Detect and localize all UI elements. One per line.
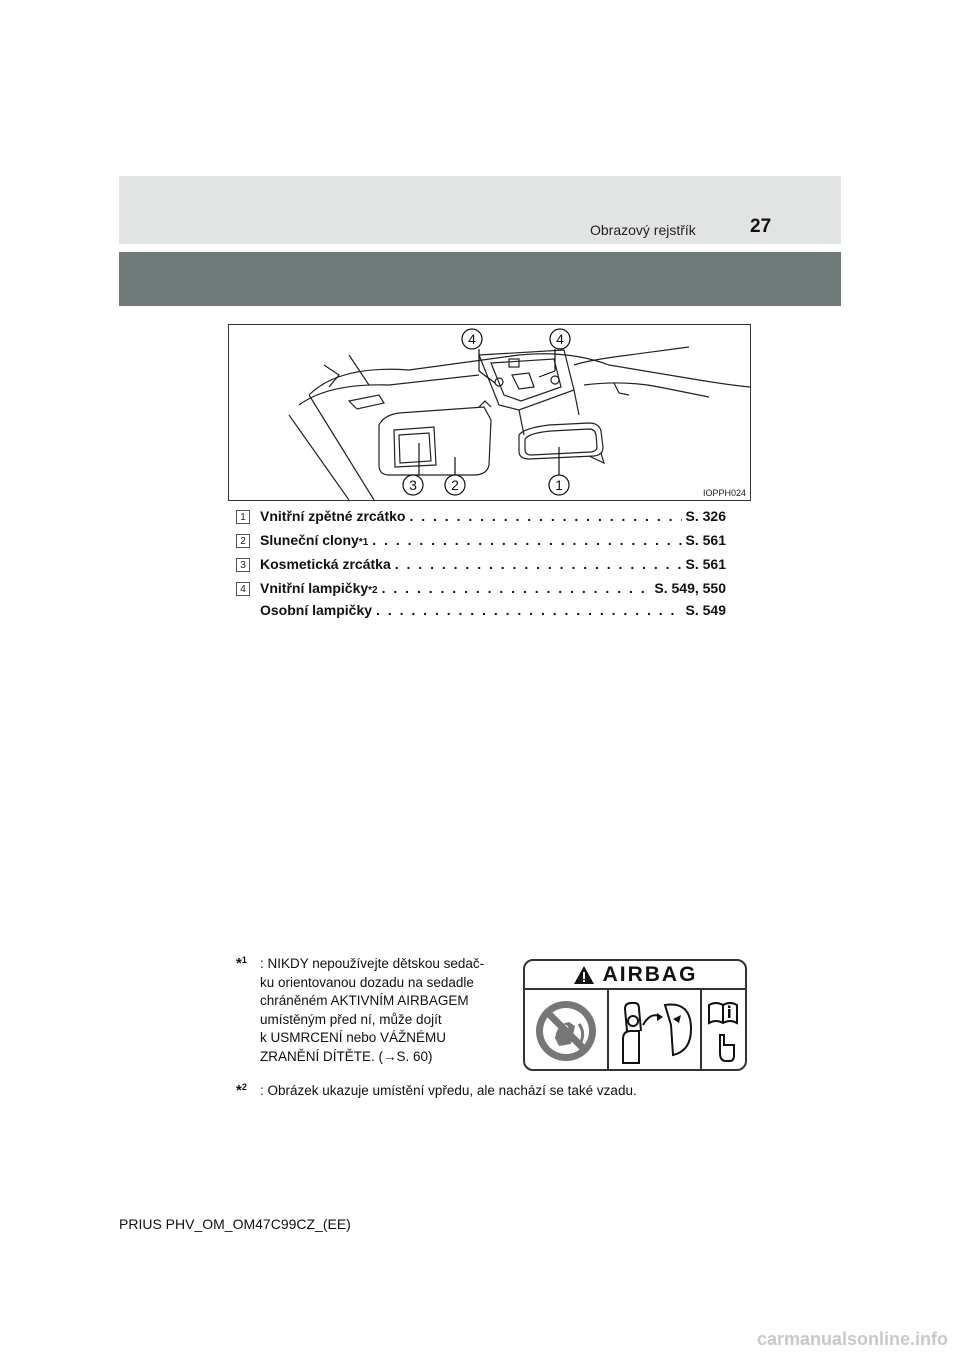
warning-triangle-icon [573, 965, 595, 985]
item-number: 3 [236, 558, 250, 572]
footnote-text: : Obrázek ukazuje umístění vpředu, ale nachází se také vzadu. [260, 1083, 637, 1098]
header-band [119, 176, 841, 244]
footnote-number: 1 [241, 955, 247, 965]
item-number: 4 [236, 582, 250, 596]
callout-4a: 4 [468, 331, 476, 347]
leader-dots [372, 532, 681, 548]
item-label: Vnitřní zpětné zrcátko [260, 508, 406, 524]
read-manual-icon [706, 995, 740, 1067]
item-label: Vnitřní lampičky [260, 580, 369, 596]
section-title: Obrazový rejstřík [590, 222, 696, 238]
page-ref-link[interactable]: S. 549 [685, 602, 726, 618]
footnote-line: umístěným před ní, může dojít [260, 1011, 442, 1027]
interior-ceiling-figure [228, 324, 751, 501]
callout-2: 2 [451, 477, 459, 493]
item-label: Osobní lampičky [260, 602, 373, 618]
item-number: 1 [236, 510, 250, 524]
leader-dots [395, 556, 682, 572]
airbag-deploy-icon [613, 995, 697, 1067]
item-list [236, 508, 726, 626]
footnote-line: : NIKDY nepoužívejte dětskou sedač- [260, 956, 485, 971]
list-item: 2 Sluneční clony *1 . . . S. 561 [236, 532, 726, 556]
leader-dots [409, 508, 681, 524]
page-ref-link[interactable]: S. 561 [685, 556, 726, 572]
footnote-2 [236, 1082, 756, 1100]
footnote-star: * [236, 955, 242, 972]
list-item [236, 508, 726, 532]
airbag-title: AIRBAG [602, 962, 698, 986]
list-item [236, 602, 726, 626]
callout-1: 1 [555, 477, 563, 493]
document-code: PRIUS PHV_OM_OM47C99CZ_(EE) [119, 1216, 351, 1232]
section-band [119, 252, 841, 306]
airbag-warning-label [523, 959, 747, 1071]
ceiling-illustration [229, 325, 750, 500]
leader-dots [376, 602, 681, 618]
page-ref-link[interactable]: S. 326 [685, 508, 726, 524]
figure-code: IOPPH024 [702, 488, 746, 498]
footnote-1 [236, 955, 511, 1066]
item-number: 2 [236, 534, 250, 548]
watermark: carmanualsonline.info [756, 1329, 948, 1349]
footnote-line: ku orientovanou dozadu na sedadle [260, 974, 474, 990]
list-item [236, 556, 726, 580]
page-ref-link[interactable]: S. 549, 550 [654, 580, 726, 596]
page-number: 27 [750, 216, 772, 237]
footnote-line: k USMRCENÍ nebo VÁŽNÉMU [260, 1030, 447, 1045]
footnote-number: 2 [241, 1082, 247, 1092]
list-item: 4 Vnitřní lampičky *2 . . . S. 549, 550 [236, 580, 726, 604]
footnote-star: * [236, 1082, 242, 1099]
footnote-line: ZRANĚNÍ DÍTĚTE. (→S. 60) [260, 1048, 433, 1064]
item-label: Kosmetická zrcátka [260, 556, 391, 572]
leader-dots [382, 580, 651, 596]
callout-3: 3 [409, 477, 417, 493]
item-label: Sluneční clony [260, 532, 359, 548]
callout-4b: 4 [556, 331, 564, 347]
page-ref-link[interactable]: S. 561 [685, 532, 726, 548]
footnote-line: chráněném AKTIVNÍM AIRBAGEM [260, 993, 469, 1008]
no-child-seat-icon [531, 996, 601, 1066]
